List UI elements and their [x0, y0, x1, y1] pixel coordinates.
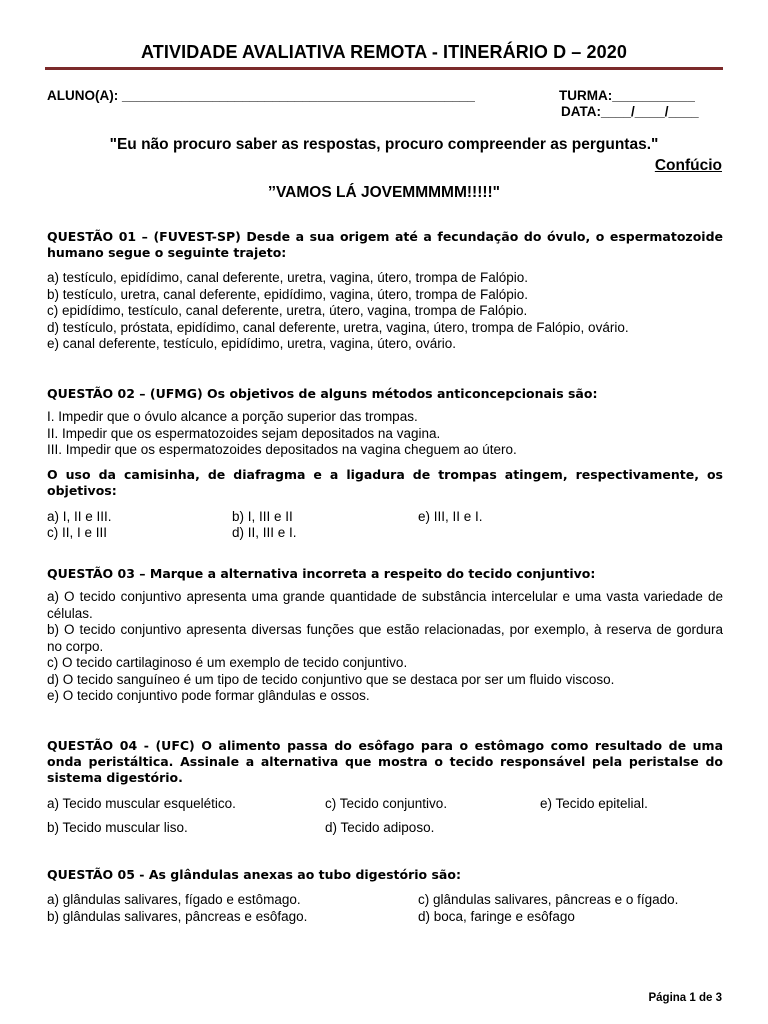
date-field: DATA:____/____/____ [561, 104, 699, 119]
question-3-options [47, 589, 723, 705]
epigraph-quote: "Eu não procuro saber as respostas, procuro compreender as perguntas." [109, 136, 659, 153]
question-5-heading: QUESTÃO 05 - As glândulas anexas ao tubo digestório são: [47, 867, 461, 882]
option-c: c) II, I e III [47, 525, 108, 540]
question-1-heading: QUESTÃO 01 – (FUVEST-SP) Desde a sua origem até a fecundação do óvulo, o espermatozoide humano segue o seguinte trajeto: [47, 229, 723, 260]
motivational-line: ’’VAMOS LÁ JOVEMMMMM!!!!!" [267, 184, 501, 201]
option-d: d) O tecido sanguíneo é um tipo de tecido conjuntivo que se destaca por ser um fluido viscoso. [47, 671, 615, 687]
question-2-statements [47, 409, 723, 459]
option-a: a) testículo, epidídimo, canal deferente, uretra, vagina, útero, trompa de Falópio. [47, 270, 529, 285]
option-a: a) glândulas salivares, fígado e estômago. [47, 892, 301, 907]
option-d: d) Tecido adiposo. [325, 820, 435, 835]
option-b: b) O tecido conjuntivo apresenta diversas funções que estão relacionadas, por exemplo, à reserva de gordura no corpo. [47, 622, 723, 654]
title-underline [45, 67, 723, 70]
option-d: d) testículo, próstata, epidídimo, canal deferente, uretra, vagina, útero, trompa de Falópio, ovário. [47, 319, 629, 335]
option-c: c) O tecido cartilaginoso é um exemplo de tecido conjuntivo. [47, 655, 408, 670]
option-b: b) glândulas salivares, pâncreas e esôfago. [47, 909, 308, 924]
statement-iii: III. Impedir que os espermatozoides depositados na vagina cheguem ao útero. [47, 442, 517, 457]
question-1-options [47, 270, 723, 353]
option-a: a) O tecido conjuntivo apresenta uma grande quantidade de substância intercelular e uma vasta variedade de células. [47, 589, 723, 621]
option-a: a) I, II e III. [47, 509, 112, 524]
question-2-heading: QUESTÃO 02 – (UFMG) Os objetivos de alguns métodos anticoncepcionais são: [47, 386, 598, 401]
option-e: e) Tecido epitelial. [540, 796, 648, 811]
option-a: a) Tecido muscular esquelético. [47, 796, 236, 811]
question-4-heading: QUESTÃO 04 - (UFC) O alimento passa do esôfago para o estômago como resultado de uma onda peristáltica. Assinale a alternativa que mostra o tecido responsável pela peristalse do sistema digestório. [47, 738, 723, 785]
turma-field: TURMA:___________ [559, 88, 695, 103]
option-b: b) testículo, uretra, canal deferente, epidídimo, vagina, útero, trompa de Falópio. [47, 286, 529, 302]
option-c: c) epidídimo, testículo, canal deferente, uretra, útero, vagina, trompa de Falópio. [47, 303, 528, 318]
option-e: e) III, II e I. [418, 509, 483, 524]
statement-i: I. Impedir que o óvulo alcance a porção superior das trompas. [47, 409, 418, 424]
option-b: b) Tecido muscular liso. [47, 820, 188, 835]
option-d: d) II, III e I. [232, 525, 297, 540]
epigraph-author: Confúcio [654, 157, 722, 174]
page-number: Página 1 de 3 [648, 992, 722, 1004]
question-3-heading: QUESTÃO 03 – Marque a alternativa incorreta a respeito do tecido conjuntivo: [47, 566, 596, 581]
question-2-prompt: O uso da camisinha, de diafragma e a ligadura de trompas atingem, respectivamente, os objetivos: [47, 467, 723, 498]
option-c: c) Tecido conjuntivo. [325, 796, 448, 811]
statement-ii: II. Impedir que os espermatozoides sejam depositados na vagina. [47, 425, 441, 441]
option-e: e) canal deferente, testículo, epidídimo, uretra, vagina, útero, ovário. [47, 336, 456, 351]
student-name-field: ALUNO(A): _______________________________________________ [47, 88, 475, 103]
option-d: d) boca, faringe e esôfago [418, 909, 575, 924]
option-e: e) O tecido conjuntivo pode formar glândulas e ossos. [47, 688, 370, 703]
option-c: c) glândulas salivares, pâncreas e o fígado. [418, 892, 679, 907]
document-title: ATIVIDADE AVALIATIVA REMOTA - ITINERÁRIO D – 2020 [141, 42, 627, 62]
option-b: b) I, III e II [232, 509, 293, 524]
